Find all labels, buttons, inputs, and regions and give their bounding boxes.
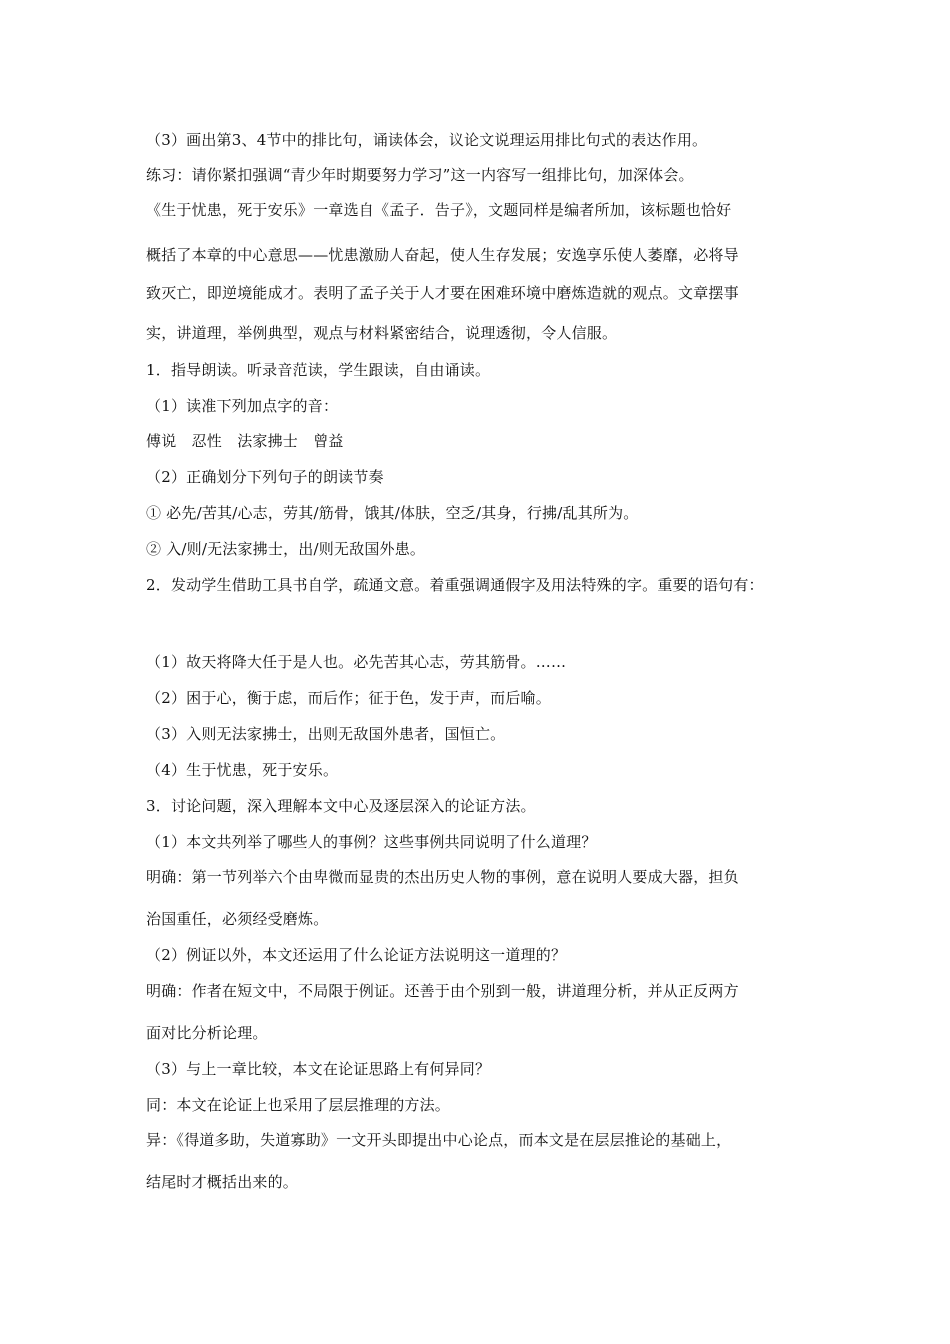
text-line: 3．讨论问题，深入理解本文中心及逐层深入的论证方法。 xyxy=(146,797,536,815)
text-line: 2．发动学生借助工具书自学，疏通文意。着重强调通假字及用法特殊的字。重要的语句有： xyxy=(146,576,764,594)
text-line: 致灭亡，即逆境能成才。表明了孟子关于人才要在困难环境中磨炼造就的观点。文章摆事 xyxy=(146,284,739,302)
text-line: 1．指导朗读。听录音范读，学生跟读，自由诵读。 xyxy=(146,361,491,379)
text-line: （3）画出第3、4节中的排比句，诵读体会，议论文说理运用排比句式的表达作用。 xyxy=(146,131,708,149)
text-line: （1）本文共列举了哪些人的事例？这些事例共同说明了什么道理？ xyxy=(146,833,597,851)
text-line: 《生于忧患，死于安乐》一章选自《孟子．告子》，文题同样是编者所加，该标题也恰好 xyxy=(146,201,732,219)
text-line: （4）生于忧患，死于安乐。 xyxy=(146,761,339,779)
text-line: 治国重任，必须经受磨炼。 xyxy=(146,910,329,928)
text-line: 同：本文在论证上也采用了层层推理的方法。 xyxy=(146,1096,451,1114)
text-line: 傅说 忍性 法家拂士 曾益 xyxy=(146,432,344,450)
text-line: （3）与上一章比较，本文在论证思路上有何异同？ xyxy=(146,1060,491,1078)
text-line: 实，讲道理，举例典型，观点与材料紧密结合，说理透彻，令人信服。 xyxy=(146,324,618,342)
text-line: 练习：请你紧扣强调“青少年时期要努力学习”这一内容写一组排比句，加深体会。 xyxy=(146,166,694,184)
text-line: （1）故天将降大任于是人也。必先苦其心志，劳其筋骨。…… xyxy=(146,653,567,671)
text-line: （3）入则无法家拂士，出则无敌国外患者，国恒亡。 xyxy=(146,725,506,743)
text-line: 异：《得道多助，失道寡助》一文开头即提出中心论点，而本文是在层层推论的基础上， xyxy=(146,1131,732,1149)
text-line: ① 必先/苦其/心志，劳其/筋骨，饿其/体肤，空乏/其身，行拂/乱其所为。 xyxy=(146,504,639,522)
text-line: （1）读准下列加点字的音： xyxy=(146,397,339,415)
text-line: （2）例证以外，本文还运用了什么论证方法说明这一道理的？ xyxy=(146,946,567,964)
text-line: 明确：第一节列举六个由卑微而显贵的杰出历史人物的事例，意在说明人要成大器，担负 xyxy=(146,868,739,886)
text-line: 结尾时才概括出来的。 xyxy=(146,1173,299,1191)
text-line: 明确：作者在短文中，不局限于例证。还善于由个别到一般，讲道理分析，并从正反两方 xyxy=(146,982,739,1000)
text-line: （2）困于心，衡于虑，而后作；征于色，发于声，而后喻。 xyxy=(146,689,551,707)
text-line: ② 入/则/无法家拂士，出/则无敌国外患。 xyxy=(146,540,426,558)
text-line: 概括了本章的中心意思——忧患激励人奋起，使人生存发展；安逸享乐使人萎靡，必将导 xyxy=(146,246,739,264)
text-line: （2）正确划分下列句子的朗读节奏 xyxy=(146,468,384,486)
text-line: 面对比分析论理。 xyxy=(146,1024,268,1042)
